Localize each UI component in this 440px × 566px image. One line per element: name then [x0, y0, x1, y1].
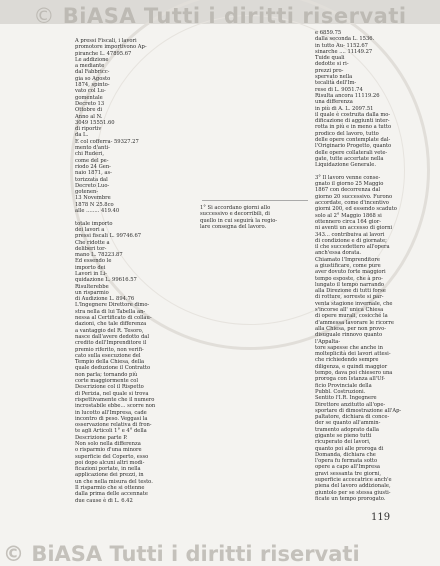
text-line: in tutto Au- 1152.67 [315, 42, 368, 49]
text-line: lare consegna del lavoro. [200, 223, 267, 230]
text-line: dei lavori a [75, 226, 105, 233]
text-line: spervato nella [315, 74, 353, 81]
text-line: a mediante [75, 63, 105, 70]
text-line: gate, tutte accertate nella [315, 155, 384, 162]
text-line: stra nella di lui Tabella an- [75, 308, 146, 315]
text-line: Chiamato l'Imprenditore [315, 256, 380, 263]
text-line: di riportiv [75, 126, 102, 133]
text-line: proroga con Istanza all'Uf- [315, 376, 386, 383]
text-line: paltatore, dichiara di conce- [315, 414, 390, 421]
text-line: piranche L. 47895.67 [75, 50, 132, 57]
text-line: importo dei [75, 264, 106, 271]
text-line: te agli Articoli 1° e 4° della [75, 428, 147, 435]
text-line: Decreto Luo- [75, 182, 110, 189]
text-line: 1878 N 25.8co [75, 201, 114, 208]
text-line: gia so Agosto [75, 75, 111, 82]
text-line: dificazione di aggiunti inter- [315, 118, 390, 125]
text-line: 3049 15551.60 [75, 119, 115, 126]
text-line: Descrizione col il Rispetto [75, 384, 144, 391]
text-line: un che nella misura del testo. [75, 478, 153, 485]
text-line: Direttore anzitutto all'ope- [315, 401, 386, 408]
text-line: giorno 20 successivo. Furono [315, 193, 393, 200]
text-line: solo al 2° Maggio 1868 si [315, 212, 382, 219]
text-line: giuntolo per se stessa giusti- [315, 489, 391, 496]
text-line: tempo, dava poi chiesero una [315, 370, 393, 377]
text-line: s'incorse all' unica Chiesa [315, 307, 384, 314]
text-line: delle opere contemplate dal- [315, 137, 391, 144]
text-line: di opere murali, cosicché la [315, 313, 388, 320]
column-divider [202, 200, 308, 201]
text-line: dalla seconda L. 1536. [315, 36, 375, 43]
watermark-label: BiASA Tutti i diritti riservati [62, 4, 407, 28]
text-line: giorni 200, ed essendo scaduto [315, 206, 397, 213]
text-line: tecalità dell'Im- [315, 80, 357, 87]
text-line: torizzata dal [75, 176, 108, 183]
text-line: 343... contribuiva ai lavori [315, 231, 385, 238]
text-line: prodico del lavoro, tutto [315, 130, 379, 137]
text-line: in lucotto all'Impresa, cade [75, 409, 147, 416]
text-line: il quale è costruita dalla mo- [315, 111, 391, 118]
footer-copyright-symbol: © [3, 542, 24, 566]
text-line: 1867 con decorrenza dal [315, 187, 381, 194]
text-line: rese di L. 9051.74 [315, 86, 363, 93]
text-line: e 6859.75 [315, 30, 342, 36]
text-line: che richiedendo sempre [315, 357, 379, 364]
text-line: Decreto 13 [75, 100, 105, 107]
text-line: quidazione L. 99616.57 [75, 277, 137, 284]
text-line: disuguale rinnovo quanto [315, 332, 383, 339]
text-line: l'Appalta- [315, 338, 341, 345]
text-line: una differenza [315, 99, 353, 106]
text-line: 13 Novembre [75, 195, 111, 202]
text-line: ficate un tempo prorogato. [315, 495, 386, 502]
text-line: quanto poi alle proroga di [315, 445, 384, 452]
page-number: 119 [371, 512, 391, 523]
text-line: aver dovuto forte maggiori [315, 269, 386, 276]
text-line: o risparmio d'una minore [75, 447, 142, 454]
footer-watermark [3, 542, 360, 566]
text-line: l'Originario Progetto, quanto [315, 143, 392, 150]
text-line: Descrizione parte P. [75, 434, 128, 441]
text-line: di rotture, sorreste si par- [315, 294, 384, 301]
text-line: Liquidazione Generale. [315, 162, 376, 169]
text-line: tramento adoprato dalla [315, 426, 379, 433]
text-line: venta stagione invernale, che [315, 300, 393, 307]
text-line: in più di A. L. 2097.51 [315, 105, 374, 112]
text-line: accordate, come d'incentivo [315, 200, 389, 207]
text-line: lungato il tempo narrando [315, 281, 385, 288]
text-line: 1° Si accordano giorni allo [200, 205, 271, 211]
text-line: Ed essendo le [75, 258, 112, 265]
text-line: vato col Lu- [75, 88, 106, 95]
text-line: Anno al N. [75, 113, 103, 120]
text-line: rotta in più e in meno a tutto [315, 124, 392, 131]
text-line: incontro di peso. Veggasi la [75, 415, 148, 422]
text-line: superficie accecatrice anch'e [315, 477, 392, 484]
text-line: L'Ingegnere Direttore dimo- [75, 302, 150, 309]
text-line: ni aventi un accesso di giorni [315, 225, 393, 232]
text-line: incrostabile ebbe... scorre non [75, 403, 156, 410]
text-line: ricuperato dei lavori, [315, 439, 371, 446]
text-line: dalla prima delle accennate [75, 491, 148, 498]
text-line: riodo 24 Gen- [75, 163, 111, 170]
text-line: successivo e decorribili, di [200, 211, 270, 218]
text-line: nasce dall'avere dedotto dal [75, 333, 150, 340]
text-line: quale deduzione il Contratto [75, 365, 151, 372]
middle-column [200, 205, 310, 230]
text-line: Risulta ancora 11119.26 [315, 92, 380, 99]
text-line: mano L. 78223.87 [75, 252, 123, 259]
text-line: chi Ruderi, [75, 151, 104, 158]
text-line: gomentale [75, 94, 103, 101]
text-line: alla Chiesa, per non provo- [315, 325, 386, 332]
text-line: Ottobre di [75, 107, 103, 114]
text-line: Risulterebbe [75, 283, 109, 290]
text-line: der se quanto all'ammin- [315, 420, 381, 427]
text-line: alle ........ 419.40 [75, 208, 120, 215]
text-line: Tuide quali [315, 55, 345, 62]
text-line: di condizione e di giornate; [315, 237, 387, 244]
text-line: corte maggiormente col [75, 378, 139, 385]
text-line: deliberi tor- [75, 245, 107, 252]
text-line: Il risparmio che si ottenne [75, 485, 145, 492]
footer-watermark-label: BiASA Tutti i diritti riservati [31, 542, 360, 566]
text-line: nessa al Certificato di collau- [75, 315, 152, 322]
text-line: sinarche .... 11149.27 [315, 48, 373, 55]
text-line: ottennero circa 164 gior- [315, 218, 381, 225]
text-line: ficazioni portate, in nella [75, 466, 141, 473]
text-line: quello in cui seguirà la regio- [200, 217, 278, 224]
watermark-text [0, 4, 440, 28]
text-line: delle opere collaterali vete- [315, 149, 388, 156]
left-column [75, 38, 193, 504]
text-line: a giustificare, come pure [315, 262, 381, 269]
text-line: piena del lavoro addizionale, [315, 483, 391, 490]
text-line: l'opera fu fermata sotto [315, 458, 378, 465]
text-line: il che succedettero all'opera [315, 244, 390, 251]
text-line: opere a capo all'Impresa [315, 464, 380, 471]
text-line: osservazione relativa di fron- [75, 422, 152, 429]
text-line: un risparmio [75, 289, 109, 296]
text-line: mento d'anti- [75, 145, 110, 152]
text-line: Pubbl. Costruzioni. [315, 388, 366, 395]
text-line: ficio Provinciale della [315, 382, 372, 389]
text-line: a vantaggio del R. Tesoro, [75, 327, 144, 334]
text-line: poi dopo alcuni altri modi- [75, 459, 145, 466]
text-line: molteplicità dei lavori attesi- [315, 351, 391, 358]
text-line: tempo esposte, che à pro- [315, 275, 383, 282]
text-line: da L. [75, 132, 89, 139]
text-line: 1874, spinto- [75, 82, 110, 89]
text-line: Non solo nella differenza [75, 441, 141, 447]
text-line: 3° Il lavoro venne conse- [315, 174, 381, 181]
text-line: Lavori in Li- [75, 270, 107, 277]
text-line: dedotte si ri- [315, 61, 349, 68]
text-line: Sentito l'I.R. Ingegnere [315, 395, 377, 402]
text-line: E col cofferra- 59327.27 [75, 138, 139, 145]
text-line: diligenza, e quindi maggior [315, 363, 388, 370]
text-line: cato sulla esecuzione del [75, 352, 141, 359]
text-line: alla Direzione di tutti forse [315, 288, 386, 295]
text-line: pressi fiscali L. 99746.67 [75, 233, 142, 240]
text-line: d'ammessa lavorare le ricorre [315, 319, 394, 326]
text-line: gotenen- [75, 189, 99, 196]
text-line: A pressi Fiscali, i lavori [75, 38, 137, 44]
text-line: Che ridotte a [75, 239, 110, 246]
text-line: di Audizione L. 894.76 [75, 296, 135, 303]
text-line: dal Fabbricc- [75, 69, 110, 76]
text-line: premio riferito, non verifi- [75, 346, 144, 353]
text-line: gravi sessanta tre giorni, [315, 470, 381, 477]
text-line: promotore importivono Ap- [75, 44, 147, 51]
copyright-symbol: © [33, 4, 55, 28]
text-line: superficie del Coperto, esso [75, 453, 149, 460]
text-line: non parla; tornando più [75, 371, 138, 378]
text-line: totale importo [75, 220, 113, 227]
text-line: di Perizia, nel quale si trova [75, 390, 149, 397]
text-line: credito dell'Imprenditore il [75, 340, 147, 347]
text-line: dazioni, che tale differenza [75, 321, 147, 328]
text-line: applicazione dei prezzi, in [75, 472, 144, 479]
text-line: sportare di dimostrazione all'Ap- [315, 407, 402, 414]
text-line: Tempio della Chiesa, della [75, 359, 145, 366]
text-line: naio 1871, as- [75, 170, 112, 177]
text-line: gnato il giorno 25 Maggio [315, 181, 384, 188]
text-line: gigante se pieno tutti [315, 433, 372, 439]
text-line: Le addizione [75, 56, 109, 63]
text-line: rispettivamente che il numero [75, 396, 155, 403]
text-line: due cause è di L. 6.42 [75, 497, 133, 504]
text-line: prezzi pro- [315, 67, 344, 74]
right-column [315, 30, 402, 502]
text-line: come del pe- [75, 157, 109, 164]
text-line: anch'essa dorata. [315, 250, 362, 257]
text-line: tore sapesse che anche in [315, 344, 383, 351]
text-line: Domanda, dichiara che [315, 451, 376, 458]
